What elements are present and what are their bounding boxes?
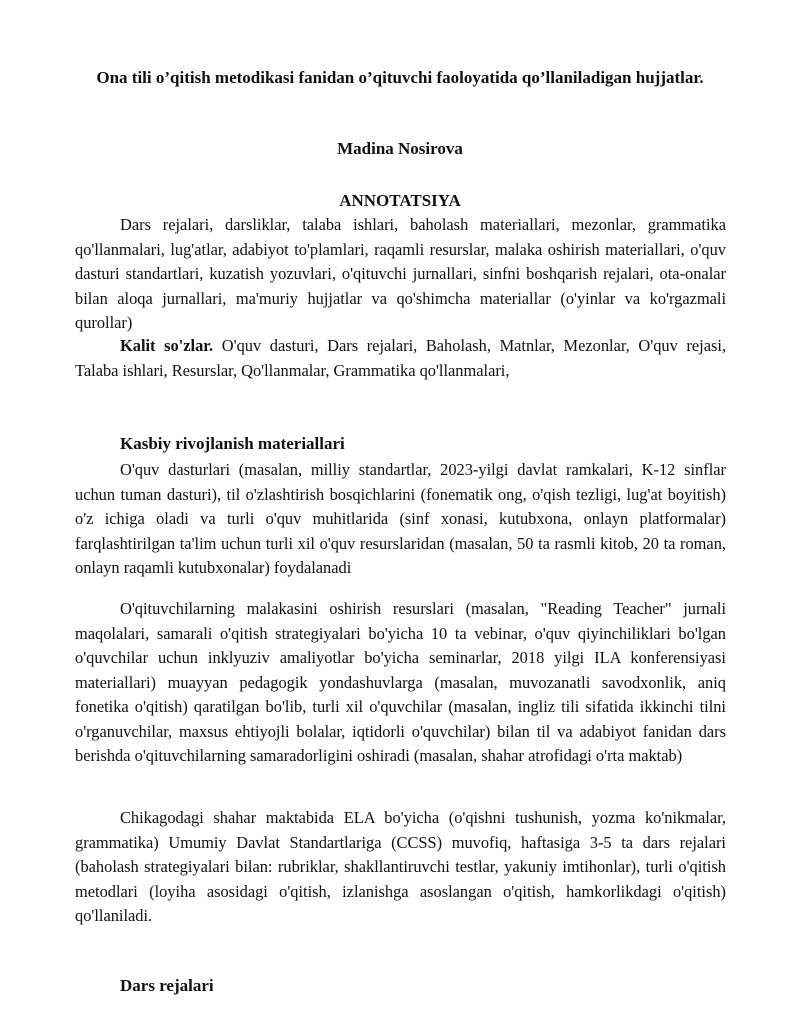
author-name: Madina Nosirova xyxy=(337,139,463,158)
body-paragraph-1: O'quv dasturlari (masalan, milliy standartlar, 2023-yilgi davlat ramkalari, K-12 sinflar uchun tuman dasturi), til o'zlashtirish bosqichlarini (fonematik ong, o'qish tezligi, lug'at boyitish) o'z ichiga oladi va turli o'quv muhitlarida (sinf xonasi, kutubxona, onlayn platformalar) farqlashtirilgan ta'lim uchun turli xil o'quv resurslaridan (masalan, 50 ta rasmli kitob, 20 ta roman, onlayn raqamli kutubxonalar) foydalanadi xyxy=(75,460,726,577)
keywords-label: Kalit so'zlar. xyxy=(120,336,214,355)
document-title: Ona tili o’qitish metodikasi fanidan o’qituvchi faoloyatida qo’llaniladigan hujjatlar. xyxy=(96,68,704,87)
keywords-text: O'quv dasturi, Dars rejalari, Baholash, Matnlar, Mezonlar, O'quv rejasi, Talaba ishlari, Resurslar, Qo'llanmalar, Grammatika qo'llanmalari, xyxy=(75,336,726,380)
keywords-paragraph xyxy=(75,334,726,383)
body-paragraph-3: Chikagodagi shahar maktabida ELA bo'yicha (o'qishni tushunish, yozma ko'nikmalar, grammatika) Umumiy Davlat Standartlariga (CCSS) muvofiq, haftasiga 3-5 ta dars rejalari (baholash strategiyalari bilan: rubriklar, shakllantiruvchi testlar, yakuniy imtihonlar), turli o'qitish metodlari (loyiha asosidagi o'qitish, izlanishga asoslangan o'qitish, hamkorlikdagi o'qitish) qo'llaniladi. xyxy=(75,808,726,925)
section-heading-professional-development: Kasbiy rivojlanish materiallari xyxy=(120,434,345,453)
abstract-heading: ANNOTATSIYA xyxy=(339,191,461,210)
body-paragraph-2: O'qituvchilarning malakasini oshirish resurslari (masalan, "Reading Teacher" jurnali maqolalari, samarali o'qitish strategiyalari bo'yicha 10 ta vebinar, o'quv qiyinchiliklari bo'lgan o'quvchilar uchun inklyuziv amaliyotlar bo'yicha seminarlar, 2018 yilgi ILA konferensiyasi materiallari) muayyan pedagogik yondashuvlarga (masalan, muvozanatli savodxonlik, aniq fonetika o'qitish) qaratilgan bo'lib, turli xil o'quvchilar (masalan, ingliz tili sifatida ikkinchi tilni o'rganuvchilar, maxsus ehtiyojli bolalar, iqtidorli o'quvchilar) bilan til va adabiyot fanidan dars berishda o'qituvchilarning samaradorligini oshiradi (masalan, shahar atrofidagi o'rta maktab) xyxy=(75,599,726,765)
abstract-paragraph: Dars rejalari, darsliklar, talaba ishlari, baholash materiallari, mezonlar, grammatika qo'llanmalari, lug'atlar, adabiyot to'plamlari, raqamli resurslar, malaka oshirish materiallari, o'quv dasturi standartlari, kuzatish yozuvlari, o'qituvchi jurnallari, sinfni boshqarish rejalari, ota-onalar bilan aloqa jurnallari, ma'muriy hujjatlar va qo'shimcha materiallar (o'yinlar va ko'rgazmali qurollar) xyxy=(75,215,726,332)
section-heading-lesson-plans: Dars rejalari xyxy=(120,976,214,995)
